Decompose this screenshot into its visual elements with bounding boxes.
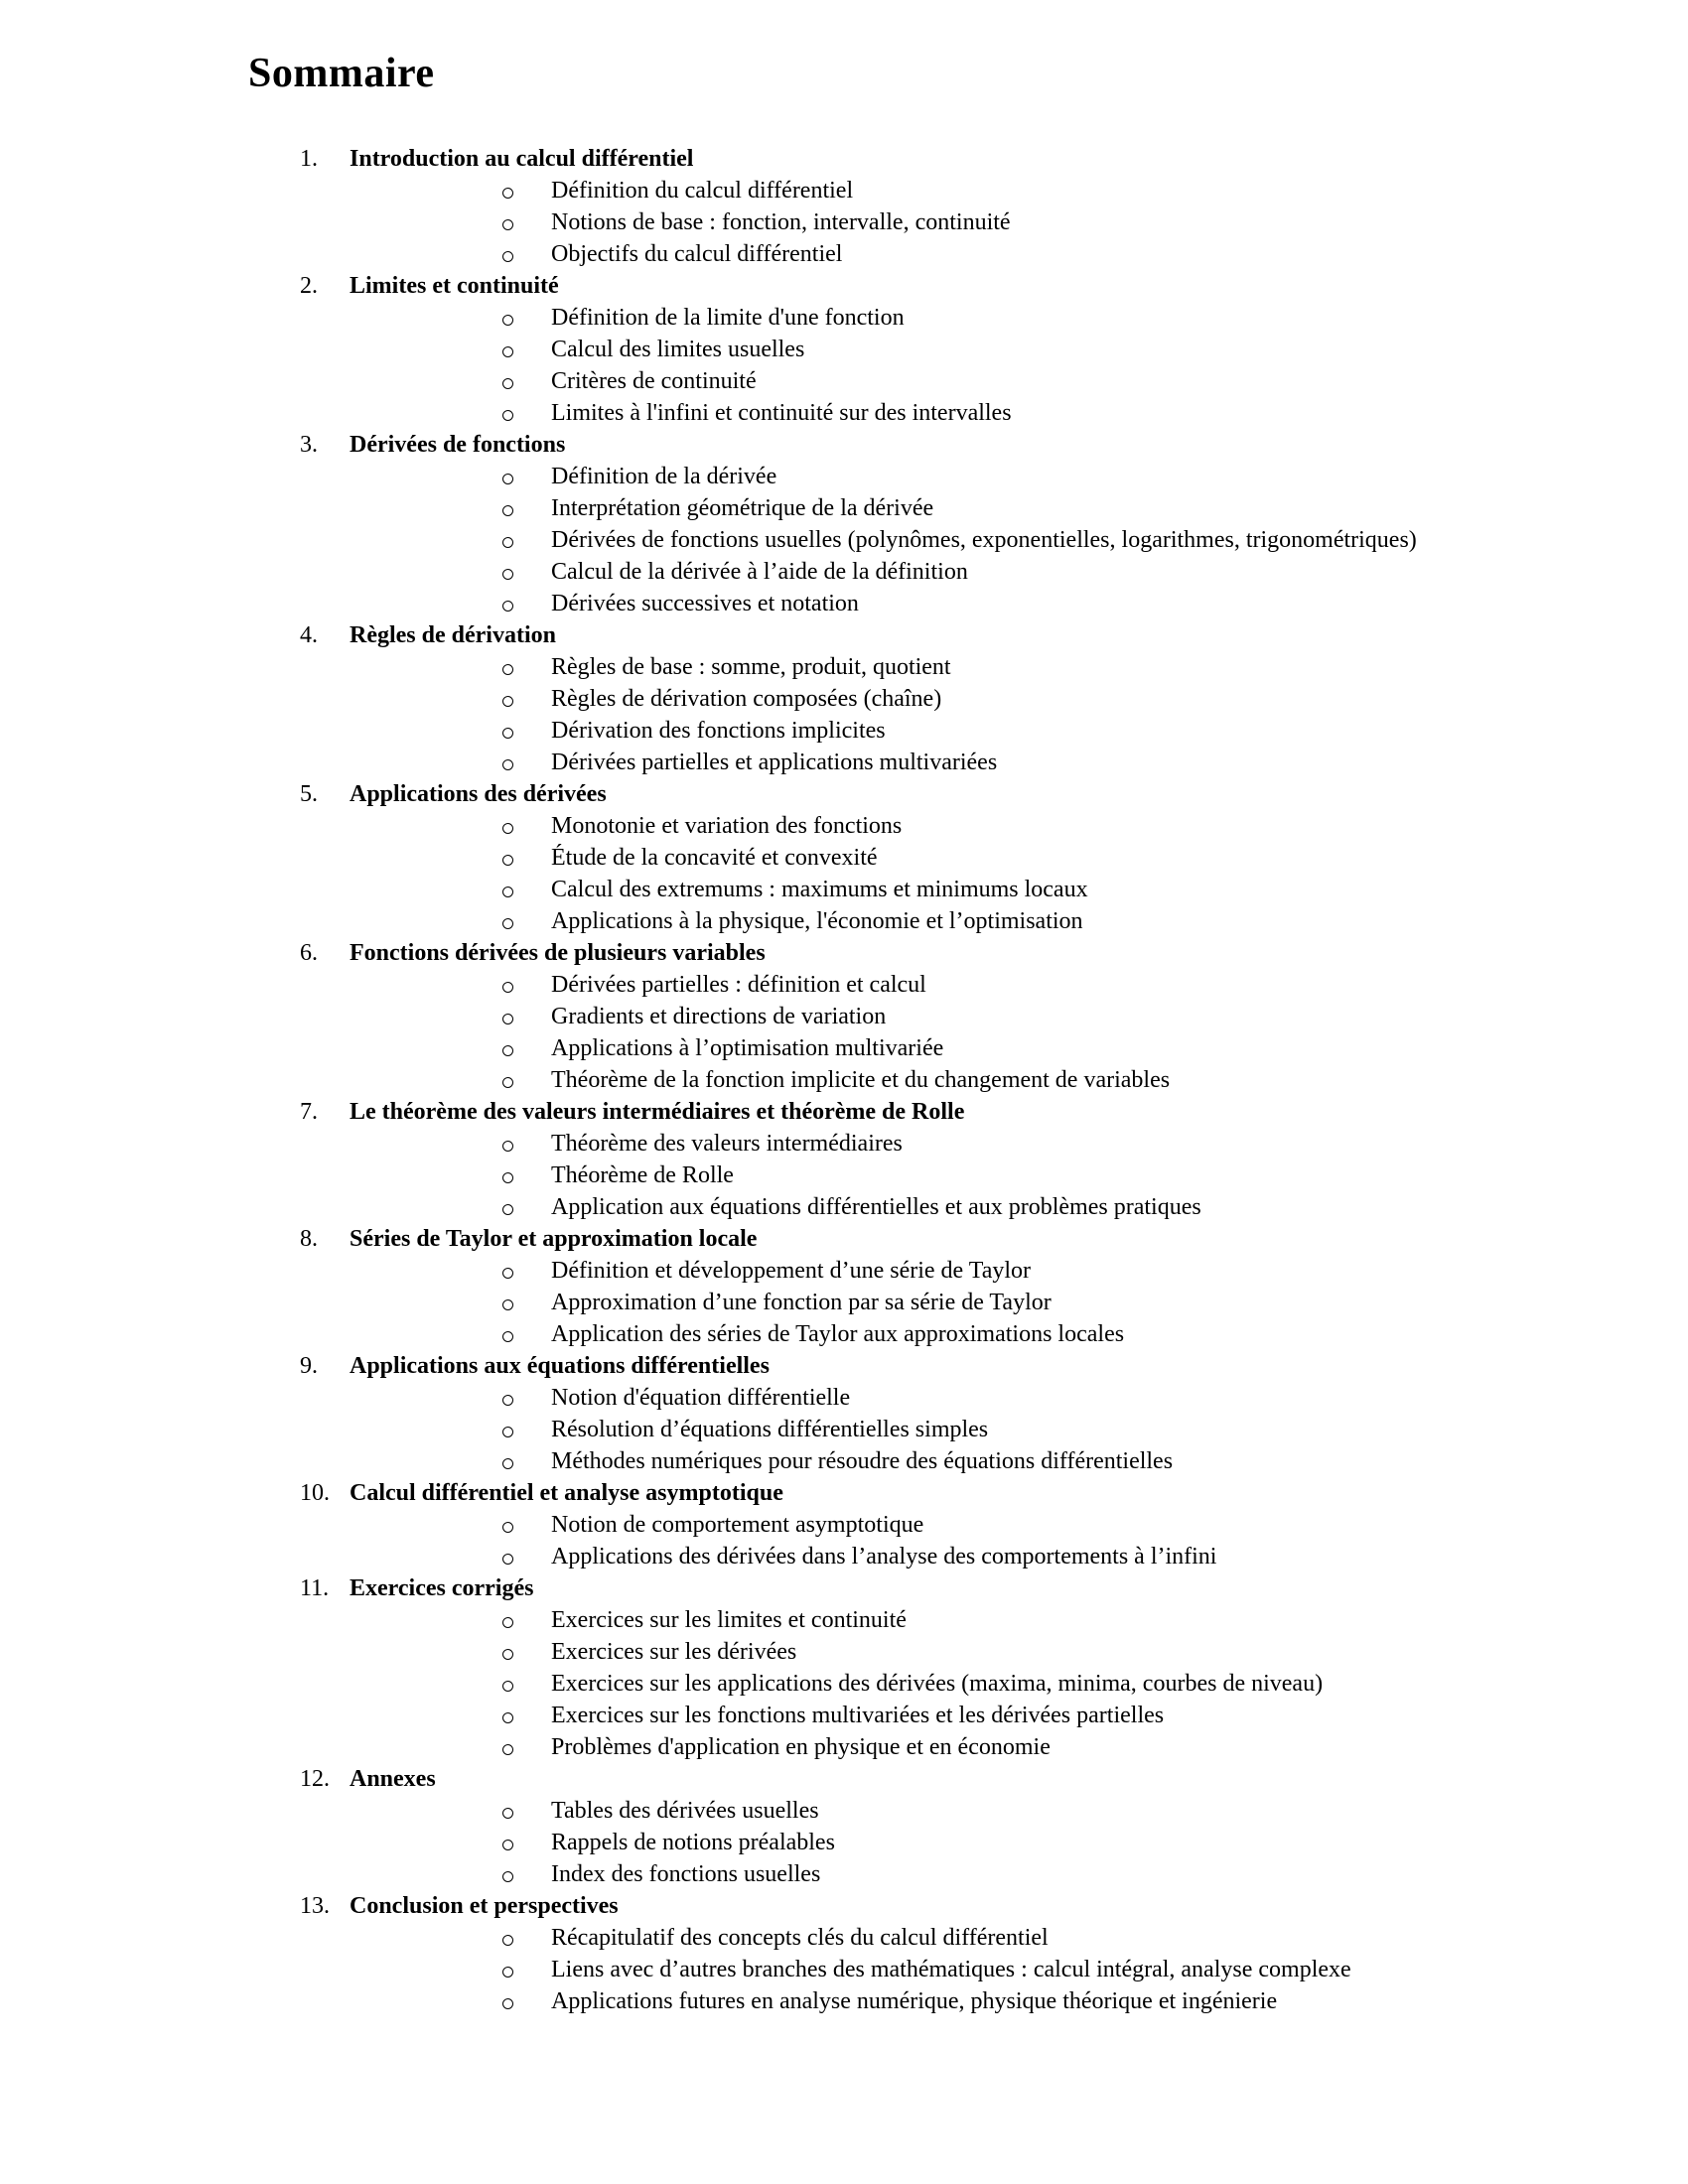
circle-bullet-icon: [502, 855, 513, 866]
toc-subitem: [350, 206, 1688, 238]
toc-subitem: [350, 1541, 1688, 1572]
section-title: Introduction au calcul différentiel: [350, 146, 694, 172]
section-title: Le théorème des valeurs intermédiaires et théorème de Rolle: [350, 1099, 965, 1125]
section-number: 10.: [300, 1480, 330, 1506]
toc-subitem: [350, 1001, 1688, 1032]
toc-subitem: [350, 905, 1688, 937]
toc-section: [248, 1763, 1688, 1890]
toc-section: [248, 1890, 1688, 2017]
toc-subitem: [350, 1318, 1688, 1350]
toc-subitem: [350, 1604, 1688, 1636]
circle-bullet-icon: [502, 696, 513, 707]
toc-subitem: [350, 365, 1688, 397]
circle-bullet-icon: [502, 918, 513, 929]
circle-bullet-icon: [502, 1331, 513, 1342]
page-title: Sommaire: [248, 51, 435, 96]
section-number: 5.: [300, 781, 318, 807]
subitem-text: Applications à la physique, l'économie et l’optimisation: [551, 908, 1083, 934]
section-title: Exercices corrigés: [350, 1575, 534, 1601]
subitem-text: Exercices sur les applications des dérivées (maxima, minima, courbes de niveau): [551, 1671, 1324, 1697]
circle-bullet-icon: [502, 728, 513, 739]
subitem-text: Critères de continuité: [551, 368, 757, 394]
toc-section: [248, 1572, 1688, 1763]
circle-bullet-icon: [502, 1395, 513, 1406]
subitem-text: Dérivation des fonctions implicites: [551, 718, 886, 744]
circle-bullet-icon: [502, 1649, 513, 1660]
subitem-text: Tables des dérivées usuelles: [551, 1798, 819, 1824]
subitem-text: Approximation d’une fonction par sa série de Taylor: [551, 1290, 1052, 1315]
toc-subitem: [350, 651, 1688, 683]
toc-subitem: [350, 1668, 1688, 1700]
circle-bullet-icon: [502, 1935, 513, 1946]
toc-subitem: [350, 588, 1688, 619]
toc-subitem: [350, 1128, 1688, 1160]
subitem-text: Gradients et directions de variation: [551, 1004, 887, 1029]
toc-subitem: [350, 1032, 1688, 1064]
circle-bullet-icon: [502, 188, 513, 199]
section-number: 9.: [300, 1353, 318, 1379]
subitem-text: Dérivées de fonctions usuelles (polynômes, exponentielles, logarithmes, trigonométriques): [551, 527, 1417, 553]
toc-subitem: [350, 461, 1688, 492]
circle-bullet-icon: [502, 346, 513, 357]
circle-bullet-icon: [502, 315, 513, 326]
circle-bullet-icon: [502, 1141, 513, 1152]
toc-subitem: [350, 747, 1688, 778]
subitem-text: Notion de comportement asymptotique: [551, 1512, 924, 1538]
toc-subitem-list: [350, 1795, 1688, 1890]
circle-bullet-icon: [502, 1427, 513, 1437]
circle-bullet-icon: [502, 474, 513, 484]
section-title: Règles de dérivation: [350, 622, 556, 648]
circle-bullet-icon: [502, 601, 513, 612]
subitem-text: Dérivées successives et notation: [551, 591, 859, 616]
toc-section: [248, 143, 1688, 270]
section-number: 4.: [300, 622, 318, 648]
toc-subitem: [350, 556, 1688, 588]
toc-section: [248, 270, 1688, 429]
section-title: Séries de Taylor et approximation locale: [350, 1226, 758, 1252]
circle-bullet-icon: [502, 1554, 513, 1565]
subitem-text: Index des fonctions usuelles: [551, 1861, 821, 1887]
toc-section: [248, 429, 1688, 619]
subitem-text: Monotonie et variation des fonctions: [551, 813, 903, 839]
toc-subitem: [350, 397, 1688, 429]
toc-subitem: [350, 715, 1688, 747]
toc-subitem: [350, 238, 1688, 270]
toc-subitem: [350, 1255, 1688, 1287]
toc-subitem-list: [350, 1128, 1688, 1223]
section-title: Applications aux équations différentielles: [350, 1353, 770, 1379]
toc-subitem-list: [350, 969, 1688, 1096]
section-number: 2.: [300, 273, 318, 299]
toc-subitem: [350, 1795, 1688, 1827]
section-number: 12.: [300, 1766, 330, 1792]
circle-bullet-icon: [502, 505, 513, 516]
toc-subitem: [350, 969, 1688, 1001]
toc-section: [248, 619, 1688, 778]
subitem-text: Résolution d’équations différentielles simples: [551, 1417, 989, 1442]
toc-subitem: [350, 1922, 1688, 1954]
subitem-text: Méthodes numériques pour résoudre des équations différentielles: [551, 1448, 1174, 1474]
toc-subitem: [350, 1382, 1688, 1414]
circle-bullet-icon: [502, 1045, 513, 1056]
circle-bullet-icon: [502, 759, 513, 770]
toc-subitem: [350, 1191, 1688, 1223]
circle-bullet-icon: [502, 1998, 513, 2009]
toc-subitem-list: [350, 1509, 1688, 1572]
toc-section: [248, 1096, 1688, 1223]
toc-subitem: [350, 1985, 1688, 2017]
subitem-text: Théorème des valeurs intermédiaires: [551, 1131, 903, 1157]
toc-subitem: [350, 1445, 1688, 1477]
section-number: 6.: [300, 940, 318, 966]
circle-bullet-icon: [502, 537, 513, 548]
toc-subitem: [350, 1858, 1688, 1890]
section-number: 8.: [300, 1226, 318, 1252]
toc-subitem: [350, 1731, 1688, 1763]
toc-subitem: [350, 175, 1688, 206]
circle-bullet-icon: [502, 1840, 513, 1850]
toc-subitem: [350, 810, 1688, 842]
circle-bullet-icon: [502, 1744, 513, 1755]
circle-bullet-icon: [502, 1014, 513, 1024]
circle-bullet-icon: [502, 1458, 513, 1469]
section-title: Annexes: [350, 1766, 436, 1792]
toc-section: [248, 778, 1688, 937]
circle-bullet-icon: [502, 982, 513, 993]
circle-bullet-icon: [502, 1172, 513, 1183]
subitem-text: Rappels de notions préalables: [551, 1830, 835, 1855]
section-title: Applications des dérivées: [350, 781, 607, 807]
toc-subitem-list: [350, 175, 1688, 270]
section-number: 7.: [300, 1099, 318, 1125]
toc-subitem: [350, 1287, 1688, 1318]
section-number: 1.: [300, 146, 318, 172]
subitem-text: Règles de dérivation composées (chaîne): [551, 686, 942, 712]
subitem-text: Applications des dérivées dans l’analyse des comportements à l’infini: [551, 1544, 1217, 1570]
toc-subitem-list: [350, 1922, 1688, 2017]
circle-bullet-icon: [502, 410, 513, 421]
section-number: 11.: [300, 1575, 330, 1601]
subitem-text: Problèmes d'application en physique et en économie: [551, 1734, 1051, 1760]
subitem-text: Application des séries de Taylor aux approximations locales: [551, 1321, 1125, 1347]
subitem-text: Applications à l’optimisation multivariée: [551, 1035, 944, 1061]
subitem-text: Applications futures en analyse numérique, physique théorique et ingénierie: [551, 1988, 1278, 2014]
toc-subitem: [350, 492, 1688, 524]
toc-subitem-list: [350, 810, 1688, 937]
section-title: Conclusion et perspectives: [350, 1893, 619, 1919]
circle-bullet-icon: [502, 1712, 513, 1723]
circle-bullet-icon: [502, 1967, 513, 1978]
subitem-text: Liens avec d’autres branches des mathématiques : calcul intégral, analyse complexe: [551, 1957, 1351, 1982]
toc-subitem-list: [350, 302, 1688, 429]
toc-subitem-list: [350, 651, 1688, 778]
circle-bullet-icon: [502, 887, 513, 897]
circle-bullet-icon: [502, 1808, 513, 1819]
subitem-text: Étude de la concavité et convexité: [551, 845, 878, 871]
subitem-text: Théorème de Rolle: [551, 1162, 734, 1188]
toc-subitem-list: [350, 1604, 1688, 1763]
subitem-text: Règles de base : somme, produit, quotient: [551, 654, 951, 680]
section-title: Calcul différentiel et analyse asymptotique: [350, 1480, 783, 1506]
subitem-text: Application aux équations différentielles et aux problèmes pratiques: [551, 1194, 1201, 1220]
subitem-text: Définition et développement d’une série de Taylor: [551, 1258, 1032, 1284]
toc-list: [248, 143, 1688, 2017]
subitem-text: Notions de base : fonction, intervalle, continuité: [551, 209, 1011, 235]
toc-subitem: [350, 302, 1688, 334]
toc-subitem: [350, 1160, 1688, 1191]
toc-section: [248, 1477, 1688, 1572]
circle-bullet-icon: [502, 1268, 513, 1279]
toc-subitem-list: [350, 1382, 1688, 1477]
subitem-text: Limites à l'infini et continuité sur des intervalles: [551, 400, 1012, 426]
toc-subitem: [350, 1827, 1688, 1858]
toc-subitem: [350, 1954, 1688, 1985]
section-title: Fonctions dérivées de plusieurs variables: [350, 940, 766, 966]
toc-subitem: [350, 1636, 1688, 1668]
subitem-text: Théorème de la fonction implicite et du changement de variables: [551, 1067, 1171, 1093]
section-number: 13.: [300, 1893, 330, 1919]
circle-bullet-icon: [502, 251, 513, 262]
circle-bullet-icon: [502, 569, 513, 580]
subitem-text: Objectifs du calcul différentiel: [551, 241, 843, 267]
subitem-text: Exercices sur les limites et continuité: [551, 1607, 907, 1633]
toc-subitem: [350, 1064, 1688, 1096]
subitem-text: Calcul des limites usuelles: [551, 337, 805, 362]
section-number: 3.: [300, 432, 318, 458]
toc-subitem: [350, 524, 1688, 556]
subitem-text: Dérivées partielles : définition et calcul: [551, 972, 926, 998]
toc-subitem: [350, 334, 1688, 365]
subitem-text: Définition de la dérivée: [551, 464, 777, 489]
circle-bullet-icon: [502, 219, 513, 230]
subitem-text: Définition de la limite d'une fonction: [551, 305, 905, 331]
subitem-text: Récapitulatif des concepts clés du calcul différentiel: [551, 1925, 1049, 1951]
toc-subitem: [350, 683, 1688, 715]
subitem-text: Notion d'équation différentielle: [551, 1385, 851, 1411]
circle-bullet-icon: [502, 1681, 513, 1692]
toc-subitem-list: [350, 461, 1688, 619]
subitem-text: Calcul de la dérivée à l’aide de la définition: [551, 559, 968, 585]
circle-bullet-icon: [502, 823, 513, 834]
toc-subitem-list: [350, 1255, 1688, 1350]
section-title: Limites et continuité: [350, 273, 559, 299]
toc-section: [248, 937, 1688, 1096]
circle-bullet-icon: [502, 1871, 513, 1882]
toc-subitem: [350, 842, 1688, 874]
toc-section: [248, 1350, 1688, 1477]
circle-bullet-icon: [502, 378, 513, 389]
circle-bullet-icon: [502, 1204, 513, 1215]
section-title: Dérivées de fonctions: [350, 432, 566, 458]
subitem-text: Exercices sur les dérivées: [551, 1639, 797, 1665]
circle-bullet-icon: [502, 1522, 513, 1533]
subitem-text: Interprétation géométrique de la dérivée: [551, 495, 934, 521]
circle-bullet-icon: [502, 664, 513, 675]
toc-section: [248, 1223, 1688, 1350]
subitem-text: Calcul des extremums : maximums et minimums locaux: [551, 877, 1088, 902]
subitem-text: Exercices sur les fonctions multivariées et les dérivées partielles: [551, 1703, 1165, 1728]
subitem-text: Dérivées partielles et applications multivariées: [551, 750, 998, 775]
toc-subitem: [350, 1700, 1688, 1731]
toc-subitem: [350, 1509, 1688, 1541]
circle-bullet-icon: [502, 1299, 513, 1310]
toc-subitem: [350, 1414, 1688, 1445]
circle-bullet-icon: [502, 1617, 513, 1628]
circle-bullet-icon: [502, 1077, 513, 1088]
subitem-text: Définition du calcul différentiel: [551, 178, 854, 204]
toc-subitem: [350, 874, 1688, 905]
